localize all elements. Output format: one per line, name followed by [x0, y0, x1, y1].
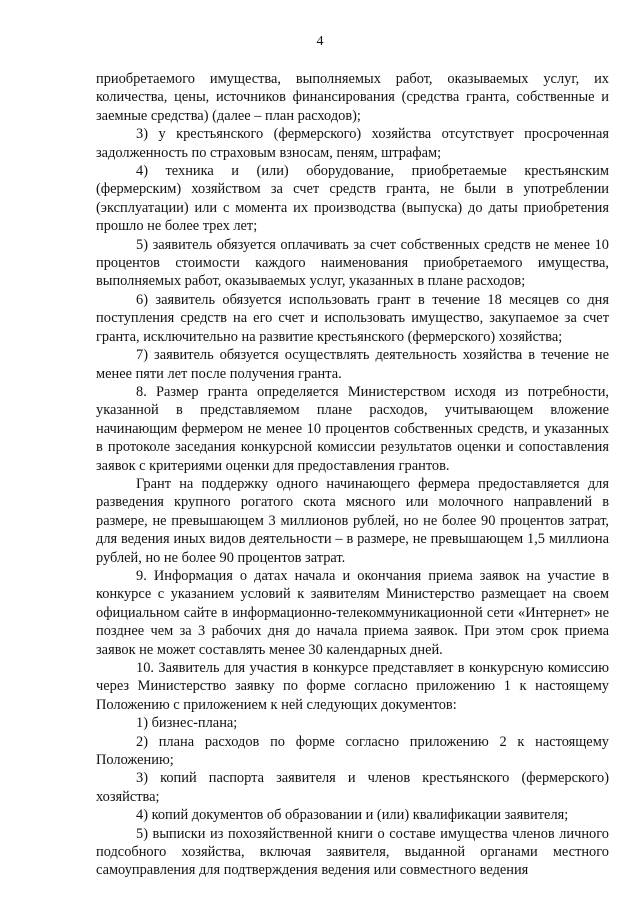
paragraph-section-10: 10. Заявитель для участия в конкурсе представляет в конкурсную комиссию через Министерство заявку по форме согласно приложению 1 к настоящему Положению с приложением к ней следующих документов: [96, 660, 609, 713]
paragraph-doc-item-4: 4) копий документов об образовании и (или) квалификации заявителя; [136, 807, 569, 824]
paragraph-doc-item-1: 1) бизнес-плана; [136, 715, 238, 732]
paragraph-section-9: 9. Информация о датах начала и окончания приема заявок на участие в конкурсе с указанием условий к заявителям Министерство размещает на своем официальном сайте в информационно-телекоммуникационной сети «Интернет» не позднее чем за 3 рабочих дня до начала приема заявок. При этом срок приема заявок не может составлять менее 30 календарных дней. [96, 567, 609, 658]
paragraph-grant-amount: Грант на поддержку одного начинающего фермера предоставляется для разведения крупного рогатого скота мясного или молочного направлений в размере, не превышающем 3 миллионов рублей, но не более 90 процентов затрат, для ведения иных видов деятельности – в размере, не превышающем 1,5 миллиона рублей, но не более 90 процентов затрат. [96, 475, 609, 566]
paragraph-item-3: 3) у крестьянского (фермерского) хозяйства отсутствует просроченная задолженность по страховым взносам, пеням, штрафам; [96, 126, 609, 161]
paragraph-continuation: приобретаемого имущества, выполняемых работ, оказываемых услуг, их количества, цены, источников финансирования (средства гранта, собственные и заемные средства) (далее – план расходов); [96, 71, 609, 124]
paragraph-item-5: 5) заявитель обязуется оплачивать за счет собственных средств не менее 10 процентов стоимости каждого наименования приобретаемого имущества, выполняемых работ, оказываемых услуг, указанных в плане расходов; [96, 236, 609, 290]
paragraph-item-7: 7) заявитель обязуется осуществлять деятельность хозяйства в течение не менее пяти лет после получения гранта. [96, 347, 609, 382]
page-number: 4 [316, 34, 324, 49]
paragraph-doc-item-2: 2) плана расходов по форме согласно приложению 2 к настоящему Положению; [96, 733, 609, 769]
paragraph-doc-item-3: 3) копий паспорта заявителя и членов крестьянского (фермерского) хозяйства; [96, 770, 609, 805]
paragraph-item-6: 6) заявитель обязуется использовать грант в течение 18 месяцев со дня поступления средств на его счет и использовать имущество, закупаемое за счет гранта, исключительно на развитие крестьянского (фермерского) хозяйства; [96, 291, 609, 345]
paragraph-doc-item-5: 5) выписки из похозяйственной книги о составе имущества членов личного подсобного хозяйства, включая заявителя, выданной органами местного самоуправления для подтверждения ведения или совместного ведения [96, 825, 609, 879]
paragraph-section-8: 8. Размер гранта определяется Министерством исходя из потребности, указанной в представляемом плане расходов, учитывающем вложение начинающим фермером не менее 10 процентов собственных средств, и указанных в протоколе заседания конкурсной комиссии результатов оценки и сопоставления заявок с критериями оценки для предоставления грантов. [96, 383, 609, 474]
paragraph-item-4: 4) техника и (или) оборудование, приобретаемые крестьянским (фермерским) хозяйством за счет средств гранта, не были в употреблении (эксплуатации) или с момента их производства (выпуска) до даты приобретения прошло не более трех лет; [96, 163, 609, 235]
document-body [96, 70, 609, 880]
